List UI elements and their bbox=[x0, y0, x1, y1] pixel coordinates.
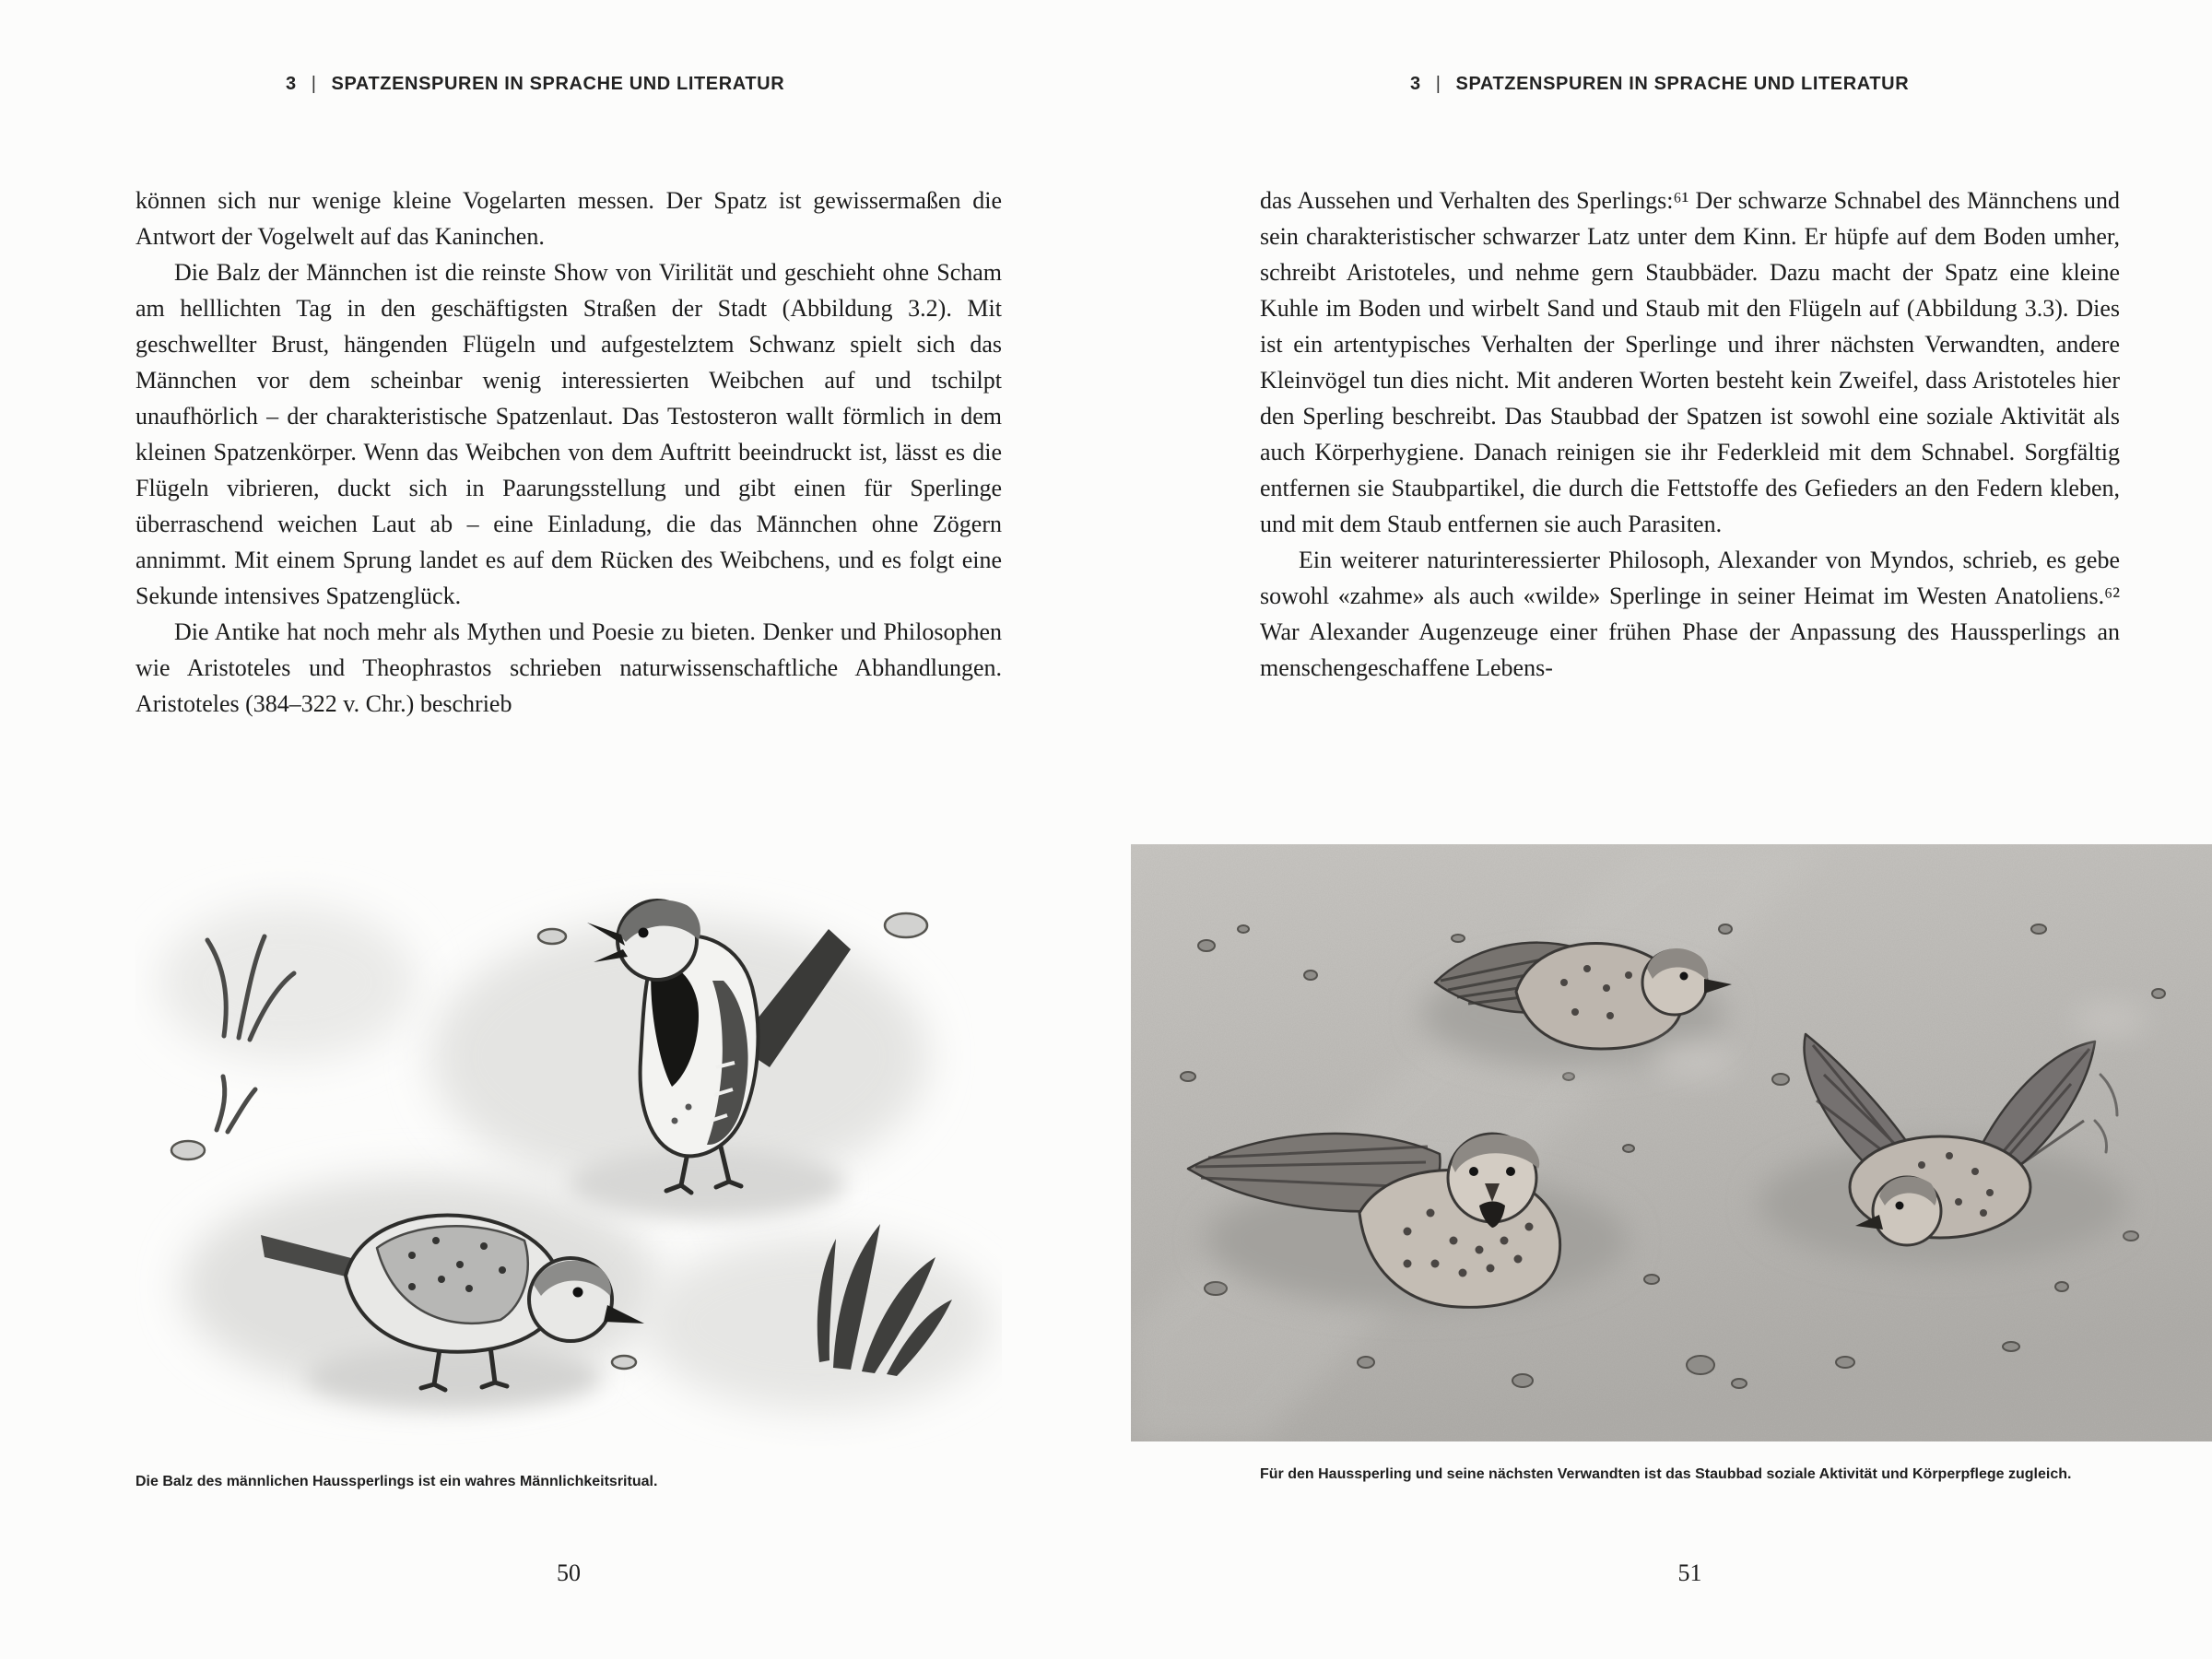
paragraph: Die Balz der Männchen ist die reinste Show von Virilität und geschieht ohne Scham am helllichten Tag in den geschäftigsten Straßen der Stadt (Abbildung 3.2). Mit geschwellter Brust, hängenden Flügeln und aufgestelztem Schwanz spielt sich das Männchen vor dem scheinbar wenig interessierten Weibchen auf und tschilpt unaufhörlich – der charakteristische Spatzenlaut. Das Testosteron wallt förmlich in dem kleinen Spatzenkörper. Wenn das Weibchen von dem Auftritt beeindruckt ist, lässt es die Flügeln vibrieren, duckt sich in Paarungsstellung und gibt einen für Sperlinge überraschend weichen Laut ab – eine Einladung, die das Männchen ohne Zögern annimmt. Mit einem Sprung landet es auf dem Rücken des Weibchens, und es folgt eine Sekunde intensives Spatzenglück. bbox=[135, 259, 1002, 609]
courtship-illustration bbox=[135, 844, 1002, 1449]
running-header-left bbox=[286, 74, 784, 95]
page-right bbox=[1260, 0, 2120, 1659]
dustbath-illustration bbox=[1131, 844, 2212, 1441]
page-left bbox=[135, 0, 1002, 1659]
chapter-number: 3 bbox=[286, 74, 297, 94]
paragraph: Ein weiterer naturinteressierter Philosoph, Alexander von Myndos, schrieb, es gebe sowohl «zahme» als auch «wilde» Sperlinge in seiner Heimat im Westen Anatoliens.⁶² War Alexander Augenzeuge einer frühen Phase der Anpassung des Haussperlings an menschengeschaffene Lebens- bbox=[1260, 547, 2120, 681]
figure-caption-right: Für den Haussperling und seine nächsten Verwandten ist das Staubbad soziale Aktivität und Körperpflege zugleich. bbox=[1260, 1466, 2072, 1482]
figure-dustbath bbox=[1131, 844, 2212, 1486]
page-number-left: 50 bbox=[557, 1559, 581, 1586]
header-separator: | bbox=[1435, 74, 1441, 94]
chapter-title: SPATZENSPUREN IN SPRACHE UND LITERATUR bbox=[331, 74, 785, 94]
header-separator: | bbox=[311, 74, 317, 94]
running-header-right bbox=[1410, 74, 1909, 95]
figure-caption-left: Die Balz des männlichen Haussperlings ist ein wahres Männlichkeitsritual. bbox=[135, 1474, 658, 1489]
paragraph: das Aussehen und Verhalten des Sperlings:⁶¹ Der schwarze Schnabel des Männchens und sein charakteristischer schwarzer Latz unter dem Kinn. Er hüpfe auf dem Boden umher, schreibt Aristoteles, und nehme gern Staubbäder. Dazu macht der Spatz eine kleine Kuhle im Boden und wirbelt Sand und Staub mit den Flügeln auf (Abbildung 3.3). Dies ist ein artentypisches Verhalten der Sperlinge und ihrer nächsten Verwandten, andere Kleinvögel tun dies nicht. Mit anderen Worten besteht kein Zweifel, dass Aristoteles hier den Sperling beschreibt. Das Staubbad der Spatzen ist sowohl eine soziale Aktivität als auch Körperhygiene. Danach reinigen sie ihr Federkleid mit dem Schnabel. Sorgfältig entfernen sie Staubpartikel, die durch die Fettstoffe des Gefieders an den Federn kleben, und mit dem Staub entfernen sie auch Parasiten. bbox=[1260, 187, 2120, 537]
page-number-right: 51 bbox=[1677, 1559, 1702, 1586]
paragraph: Die Antike hat noch mehr als Mythen und Poesie zu bieten. Denker und Philosophen wie Aristoteles und Theophrastos schrieben naturwissenschaftliche Abhandlungen. Aristoteles (384–322 v. Chr.) beschrieb bbox=[135, 618, 1002, 717]
paragraph: können sich nur wenige kleine Vogelarten messen. Der Spatz ist gewissermaßen die Antwort der Vogelwelt auf das Kaninchen. bbox=[135, 187, 1002, 250]
chapter-title: SPATZENSPUREN IN SPRACHE UND LITERATUR bbox=[1455, 74, 1910, 94]
chapter-number: 3 bbox=[1410, 74, 1421, 94]
figure-courtship bbox=[135, 844, 1002, 1493]
body-text-left bbox=[135, 182, 1002, 722]
body-text-right bbox=[1260, 182, 2120, 686]
